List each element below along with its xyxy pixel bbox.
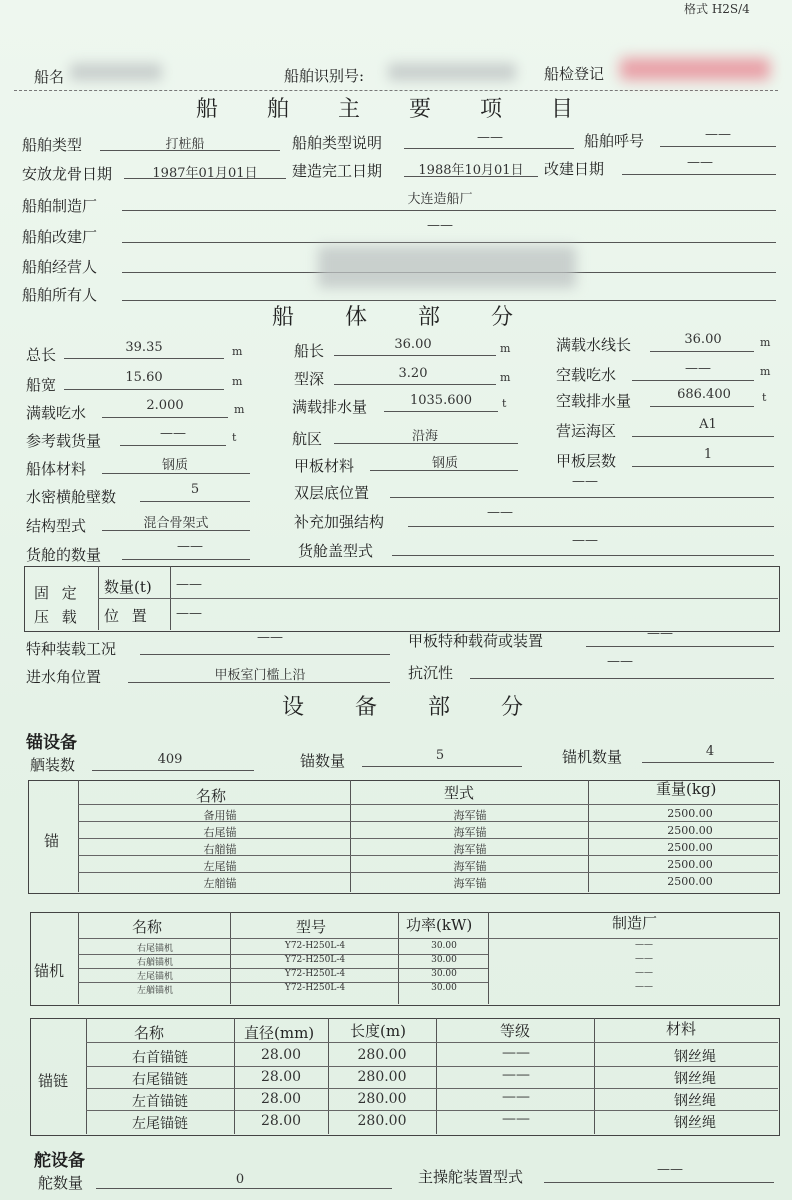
windlass-table-header-divider [78,938,778,939]
loa-underline [64,358,224,359]
hull-section-title: 船 体 部 分 [272,305,515,330]
redacted-ship-id [388,63,516,81]
lbp-underline [334,355,496,356]
rudder-count-label: 舵数量 [38,1174,84,1192]
lbp-value: 36.00 [394,337,432,352]
chain-row-length: 280.00 [357,1069,407,1085]
deck-layers-value: 1 [703,447,713,462]
reinforce-value: —— [487,505,513,520]
redacted-operator-owner [318,246,576,288]
ref-cargo-underline [120,445,226,446]
outfit-number-value: 409 [157,752,183,767]
chain-row-diameter: 28.00 [260,1047,302,1063]
loa-label: 总长 [26,346,57,364]
anchor-table-col-divider-1 [350,780,351,892]
breadth-value: 15.60 [125,370,163,385]
windlass-row-power: 30.00 [431,983,457,993]
subdivision-value: —— [607,654,633,669]
windlass-table-side-label: 锚机 [34,962,65,980]
ref-cargo-value: —— [160,426,186,441]
chain-row-name: 右首锚链 [132,1050,188,1066]
survey-reg-label: 船检登记 [544,65,605,83]
anchor-row-name: 左艏锚 [203,877,237,890]
nav-area-value: 沿海 [411,429,438,444]
ship-type-desc-underline [404,148,574,149]
operator-label: 船舶经营人 [22,258,98,276]
anchor-count-value: 5 [435,748,445,763]
rebuild-date-value: —— [687,155,713,170]
deck-layers-underline [632,466,774,467]
nav-area-label: 航区 [292,430,323,448]
hatch-label: 货舱盖型式 [298,542,374,560]
chain-table-col-divider-1 [234,1018,235,1134]
ship-id-label: 船舶识别号: [284,67,365,85]
double-bottom-label: 双层底位置 [294,484,370,502]
ballast-qty-label: 数量(t) [104,578,152,596]
structure-value: 混合骨架式 [143,516,209,531]
lwl-unit: m [760,336,771,349]
double-bottom-underline [390,497,774,498]
depth-underline [334,384,496,385]
chain-row-divider [86,1088,778,1089]
anchor-count-underline [362,766,522,767]
light-disp-label: 空载排水量 [556,392,632,410]
windlass-col-power: 功率(kW) [406,916,473,934]
hatch-underline [392,555,774,556]
ship-name-label: 船名 [34,68,65,86]
loa-value: 39.35 [125,340,163,355]
anchor-col-name: 名称 [196,787,227,805]
chain-row-divider [86,1110,778,1111]
windlass-row-model: Y72-H250L-4 [284,955,346,965]
light-disp-unit: t [762,391,767,404]
anchor-row-divider [78,804,778,805]
loa-unit: m [232,345,243,358]
full-disp-unit: t [502,397,507,410]
ship-type-desc-label: 船舶类型说明 [292,134,383,152]
anchor-row-divider [78,855,778,856]
windlass-count-underline [642,762,774,763]
ship-type-desc-value: —— [477,130,503,145]
chain-row-length: 280.00 [357,1047,407,1063]
load-cond-value: —— [257,630,283,645]
chain-col-material: 材料 [666,1020,697,1038]
chain-table-side-divider [86,1018,87,1134]
main-steering-type-underline [544,1182,774,1183]
anchor-row-divider [78,838,778,839]
load-cond-underline [140,654,390,655]
windlass-count-label: 锚机数量 [562,748,623,766]
chain-table-side-label: 锚链 [38,1072,69,1090]
windlass-row-power: 30.00 [431,941,457,951]
load-cond-label: 特种装载工况 [26,640,117,658]
breadth-underline [64,389,224,390]
ship-type-label: 船舶类型 [22,136,83,154]
ref-cargo-unit: t [232,431,237,444]
lbp-unit: m [500,342,511,355]
windlass-col-name: 名称 [132,918,163,936]
windlass-row-name: 右艏锚机 [136,958,173,968]
anchor-row-divider [78,872,778,873]
chain-col-grade: 等级 [500,1022,531,1040]
chain-row-name: 右尾锚链 [132,1072,188,1088]
call-sign-label: 船舶呼号 [584,132,645,150]
windlass-row-power: 30.00 [431,969,457,979]
light-disp-underline [650,406,754,407]
ballast-pos-label: 位 置 [104,607,151,625]
chain-row-name: 左尾锚链 [132,1116,188,1132]
build-done-label: 建造完工日期 [292,162,383,180]
anchor-row-weight: 2500.00 [667,841,713,854]
main-items-title: 船 舶 主 要 项 目 [196,97,575,122]
hull-material-value: 钢质 [161,458,188,473]
chain-row-grade: —— [502,1089,530,1105]
light-draft-underline [632,380,754,381]
holds-value: —— [177,539,203,554]
chain-col-length: 长度(m) [350,1022,406,1040]
windlass-row-maker: —— [635,982,653,992]
anchor-row-type: 海军锚 [453,877,487,890]
anchor-row-weight: 2500.00 [667,824,713,837]
chain-row-material: 钢丝绳 [674,1071,716,1087]
ballast-label-ballast: 压 载 [34,608,81,626]
hull-material-label: 船体材料 [26,460,87,478]
call-sign-value: —— [705,127,731,142]
top-divider [14,90,778,91]
call-sign-underline [660,146,776,147]
windlass-table-col-divider-2 [398,912,399,1004]
windlass-table-col-divider-1 [230,912,231,1004]
chain-col-diameter: 直径(mm) [244,1024,315,1042]
equipment-section-title: 设 备 部 分 [282,695,525,720]
full-draft-unit: m [234,403,245,416]
op-area-value: A1 [699,417,717,432]
chain-row-diameter: 28.00 [260,1069,302,1085]
redacted-survey-reg [620,58,770,80]
anchor-row-name: 左尾锚 [203,860,237,873]
anchor-row-weight: 2500.00 [667,807,713,820]
builder-underline [122,210,776,211]
keel-date-label: 安放龙骨日期 [22,165,113,183]
windlass-row-model: Y72-H250L-4 [284,983,346,993]
chain-row-name: 左首锚链 [132,1094,188,1110]
ballast-row-divider [98,598,778,599]
anchor-row-type: 海军锚 [453,860,487,873]
chain-row-diameter: 28.00 [260,1113,302,1129]
main-steering-type-value: —— [657,1162,683,1177]
light-draft-unit: m [760,365,771,378]
deck-load-value: —— [647,626,673,641]
owner-label: 船舶所有人 [22,286,98,304]
chain-row-length: 280.00 [357,1091,407,1107]
chain-row-material: 钢丝绳 [674,1093,716,1109]
outfit-number-underline [92,770,254,771]
chain-row-grade: —— [502,1045,530,1061]
subdivision-underline [470,678,774,679]
ballast-qty-value: —— [176,577,202,592]
full-disp-label: 满载排水量 [292,398,368,416]
light-draft-value: —— [685,361,711,376]
lwl-value: 36.00 [684,332,722,347]
full-disp-underline [384,411,498,412]
builder-value: 大连造船厂 [407,192,473,207]
windlass-row-model: Y72-H250L-4 [284,941,346,951]
op-area-underline [632,436,774,437]
chain-row-material: 钢丝绳 [674,1049,716,1065]
rudder-count-underline [96,1188,392,1189]
rebuild-date-label: 改建日期 [544,160,605,178]
anchor-row-name: 右尾锚 [203,826,237,839]
chain-row-length: 280.00 [357,1113,407,1129]
flood-angle-label: 进水角位置 [26,668,102,686]
flood-angle-value: 甲板室门槛上沿 [214,668,306,683]
main-steering-type-label: 主操舵装置型式 [418,1168,524,1186]
op-area-label: 营运海区 [556,422,617,440]
anchor-table-side-label: 锚 [44,832,60,850]
chain-table-col-divider-4 [594,1018,595,1134]
windlass-col-maker: 制造厂 [612,914,658,932]
light-disp-value: 686.400 [677,387,731,402]
rebuilder-value: —— [427,218,453,233]
rebuild-date-underline [622,174,776,175]
full-disp-value: 1035.600 [409,393,473,408]
ship-type-value: 打桩船 [165,137,205,152]
chain-row-material: 钢丝绳 [674,1115,716,1131]
chain-table-col-divider-3 [436,1018,437,1134]
windlass-table-col-divider-3 [488,912,489,1004]
holds-underline [122,559,250,560]
windlass-table-side-divider [78,912,79,1004]
full-draft-label: 满载吃水 [26,404,87,422]
full-draft-value: 2.000 [146,398,184,413]
double-bottom-value: —— [572,474,598,489]
build-done-value: 1988年10月01日 [418,163,524,178]
windlass-count-value: 4 [705,744,715,759]
format-code: 格式 H2S/4 [684,2,750,16]
anchor-col-type: 型式 [444,784,475,802]
windlass-col-model: 型号 [296,918,327,936]
rudder-count-value: 0 [235,1172,245,1187]
full-draft-underline [102,417,228,418]
windlass-row-maker: —— [635,968,653,978]
chain-col-name: 名称 [134,1024,165,1042]
depth-unit: m [500,371,511,384]
lwl-label: 满载水线长 [556,336,632,354]
lbp-label: 船长 [294,342,325,360]
bulkheads-label: 水密横舱壁数 [26,488,117,506]
reinforce-underline [408,526,774,527]
structure-label: 结构型式 [26,517,87,535]
rudder-equipment-title: 舵设备 [34,1151,85,1171]
rebuilder-label: 船舶改建厂 [22,228,98,246]
chain-row-grade: —— [502,1111,530,1127]
windlass-row-maker: —— [635,954,653,964]
deck-material-value: 钢质 [431,456,458,471]
anchor-col-weight: 重量(kg) [656,780,717,798]
windlass-row-model: Y72-H250L-4 [284,969,346,979]
lwl-underline [650,351,754,352]
chain-table-header-divider [86,1042,778,1043]
redacted-ship-name [70,63,162,81]
outfit-number-label: 舾装数 [30,756,76,774]
anchor-row-type: 海军锚 [453,826,487,839]
chain-row-grade: —— [502,1067,530,1083]
chain-table-col-divider-2 [328,1018,329,1134]
anchor-row-type: 海军锚 [453,843,487,856]
chain-row-diameter: 28.00 [260,1091,302,1107]
anchor-row-weight: 2500.00 [667,875,713,888]
bulkheads-value: 5 [190,482,200,497]
depth-label: 型深 [294,370,325,388]
windlass-row-power: 30.00 [431,955,457,965]
depth-value: 3.20 [398,366,428,381]
keel-date-value: 1987年01月01日 [152,166,258,181]
anchor-row-name: 备用锚 [203,809,237,822]
ballast-pos-value: —— [176,606,202,621]
bulkheads-underline [140,501,250,502]
deck-material-label: 甲板材料 [294,457,355,475]
chain-row-divider [86,1066,778,1067]
holds-label: 货舱的数量 [26,546,102,564]
reinforce-label: 补充加强结构 [294,513,385,531]
builder-label: 船舶制造厂 [22,197,98,215]
anchor-row-type: 海军锚 [453,809,487,822]
anchor-table-col-divider-2 [588,780,589,892]
anchor-row-divider [78,821,778,822]
anchor-equipment-title: 锚设备 [26,733,77,753]
hull-material-underline [102,473,250,474]
hatch-value: —— [572,533,598,548]
ballast-label-fixed: 固 定 [34,584,81,602]
deck-layers-label: 甲板层数 [556,452,617,470]
deck-load-label: 甲板特种载荷或装置 [408,632,544,650]
breadth-label: 船宽 [26,376,57,394]
ref-cargo-label: 参考载货量 [26,432,102,450]
anchor-count-label: 锚数量 [300,752,346,770]
windlass-row-maker: —— [635,940,653,950]
anchor-table-side-divider [78,780,79,892]
windlass-row-name: 左艏锚机 [136,986,173,996]
anchor-row-weight: 2500.00 [667,858,713,871]
rebuilder-underline [122,242,776,243]
subdivision-label: 抗沉性 [408,664,454,682]
windlass-row-name: 右尾锚机 [136,944,173,954]
breadth-unit: m [232,375,243,388]
windlass-row-name: 左尾锚机 [136,972,173,982]
anchor-row-name: 右艏锚 [203,843,237,856]
deck-load-underline [586,646,774,647]
light-draft-label: 空载吃水 [556,366,617,384]
